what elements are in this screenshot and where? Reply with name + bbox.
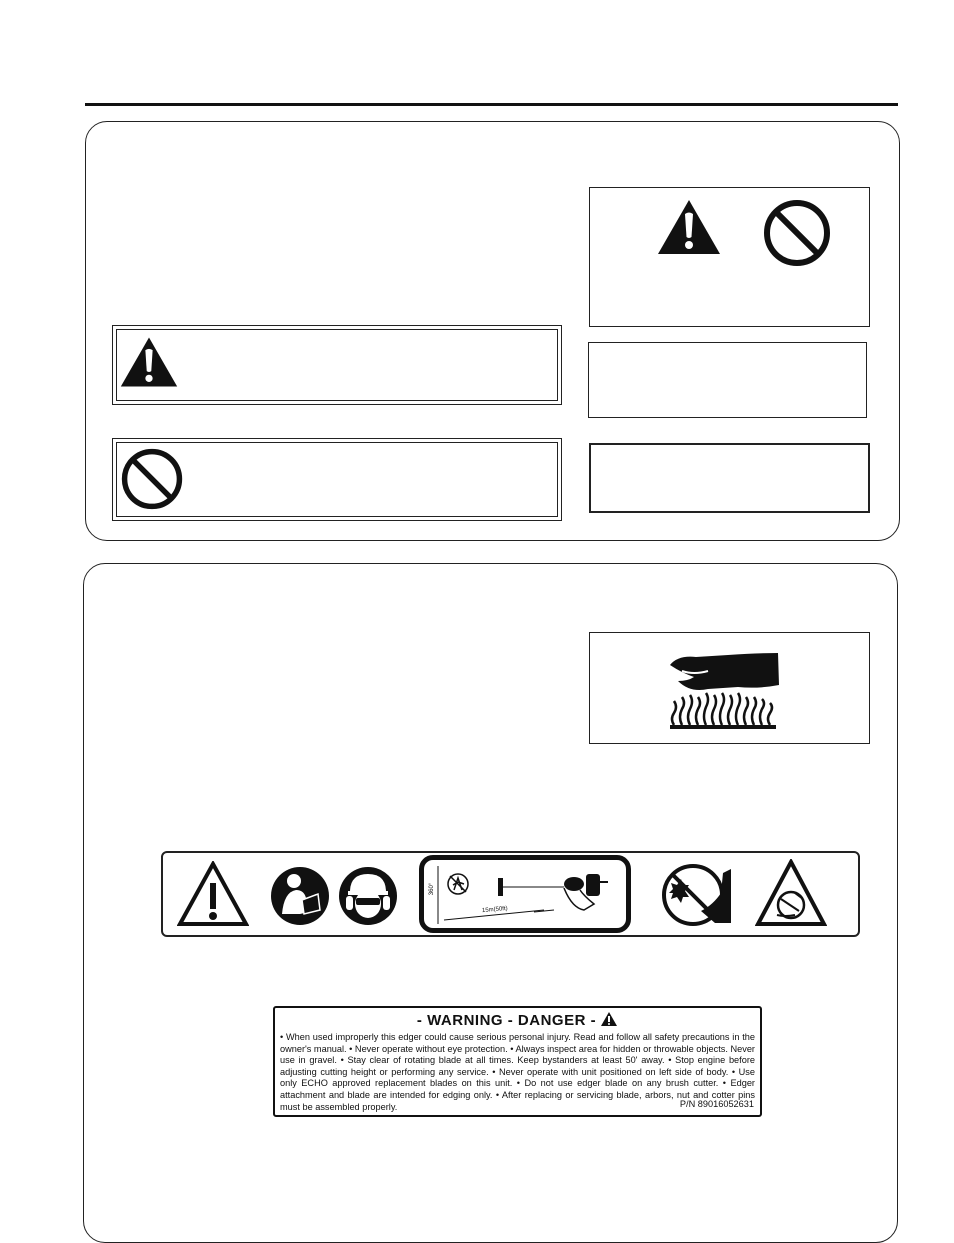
warning-signal-box xyxy=(112,325,562,405)
part-number: P/N 89016052631 xyxy=(679,1099,754,1109)
bystander-distance-box xyxy=(419,855,631,933)
label-body: • When used improperly this edger could cause serious personal injury. Read and follow all safety precautions in the owner's manual. • Never operate without eye protection. • Always inspect area for hidden or throwable objects. Never use in gravel. • Stay clear of rotating blade at all times. Keep bystanders at least 50' away. • Stop engine before adjusting cutting height or performing any service. • Never operate with unit positioned on left side of body. • Use only ECHO approved replacement blades on this unit. • Do not use edger blade on any brush cutter. • Edger attachment and blade are intended for edging only. • After replacing or servicing blade, arbors, nut and cotter pins must be assembled properly. xyxy=(280,1032,755,1112)
prohibition-icon xyxy=(120,447,184,511)
note-box xyxy=(588,342,867,418)
warning-danger-label xyxy=(273,1006,762,1117)
prohibition-icon xyxy=(762,198,832,268)
rotating-blade-icon xyxy=(755,859,827,927)
warning-triangle-icon xyxy=(656,198,722,256)
header-rule xyxy=(85,103,898,106)
warning-triangle-icon xyxy=(177,861,249,927)
label-title: - WARNING - DANGER - xyxy=(280,1011,755,1029)
important-box xyxy=(589,443,870,513)
warning-triangle-icon xyxy=(600,1011,618,1027)
safety-pictogram-strip xyxy=(161,851,860,937)
warning-triangle-icon xyxy=(119,334,179,390)
hot-surface-box xyxy=(589,632,870,744)
read-manual-icon xyxy=(270,866,330,926)
angle-label: 360° xyxy=(429,882,436,896)
prohibition-signal-box xyxy=(112,438,562,521)
thrown-object-icon xyxy=(661,863,733,927)
hot-surface-icon xyxy=(668,651,788,733)
distance-label: 15m(50ft) xyxy=(481,905,508,915)
eye-ear-protection-icon xyxy=(338,866,398,926)
symbol-example-box xyxy=(589,187,870,327)
